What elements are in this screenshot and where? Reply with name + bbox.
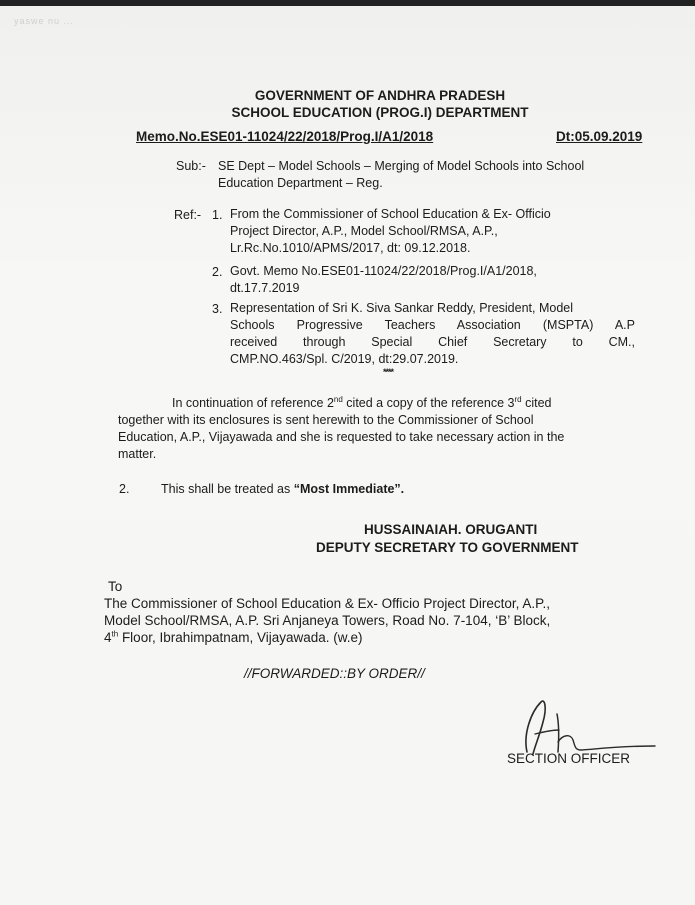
superscript: rd xyxy=(514,394,522,404)
address-text: Floor, Ibrahimpatnam, Vijayawada. (w.e) xyxy=(118,630,363,645)
reference-3 xyxy=(230,300,635,368)
memo-number: Memo.No.ESE01-11024/22/2018/Prog.I/A1/2018 xyxy=(136,129,434,144)
subject-label: Sub:- xyxy=(176,159,206,173)
to-label: To xyxy=(108,579,123,594)
department-heading: SCHOOL EDUCATION (PROG.I) DEPARTMENT xyxy=(231,105,529,120)
reference-1 xyxy=(230,206,551,257)
signatory-title: DEPUTY SECRETARY TO GOVERNMENT xyxy=(316,540,579,555)
subject-line-2: Education Department – Reg. xyxy=(218,176,383,190)
paragraph-1-text: cited a copy of the reference 3 xyxy=(342,396,515,410)
paragraph-1-line-4: matter. xyxy=(118,447,157,461)
reference-1-line: From the Commissioner of School Education & Ex- Officio xyxy=(230,207,551,221)
reference-3-line: Schools Progressive Teachers Association (MSPTA) A.P xyxy=(230,318,635,332)
document-page xyxy=(0,6,695,905)
reference-2 xyxy=(230,263,537,297)
reference-3-line: CMP.NO.463/Spl. C/2019, dt:29.07.2019. xyxy=(230,352,459,366)
superscript: th xyxy=(111,629,119,639)
paragraph-1-line-2: together with its enclosures is sent herewith to the Commissioner of School xyxy=(118,413,534,427)
paragraph-2 xyxy=(161,482,404,496)
separator-stars: **** xyxy=(383,367,394,377)
reference-label: Ref:- xyxy=(174,208,202,222)
government-heading: GOVERNMENT OF ANDHRA PRADESH xyxy=(254,88,506,103)
reference-2-number: 2. xyxy=(212,265,223,279)
reference-3-line: received through Special Chief Secretary to CM., xyxy=(230,335,635,349)
reference-1-number: 1. xyxy=(212,208,223,222)
paragraph-1-line-3: Education, A.P., Vijayawada and she is requested to take necessary action in the xyxy=(118,430,565,444)
paragraph-1-text: In continuation of reference 2 xyxy=(172,396,334,410)
reference-3-number: 3. xyxy=(212,302,223,316)
paragraph-2-text: This shall be treated as xyxy=(161,482,294,496)
most-immediate-text: “Most Immediate”. xyxy=(293,482,405,496)
address-line-1: The Commissioner of School Education & Ex- Officio Project Director, A.P., xyxy=(104,596,550,611)
section-officer: SECTION OFFICER xyxy=(507,751,631,766)
reference-2-line: Govt. Memo No.ESE01-11024/22/2018/Prog.I/A1/2018, xyxy=(230,264,537,278)
faint-header-text: yaswe nu ... xyxy=(14,16,75,26)
reference-1-line: Project Director, A.P., Model School/RMSA, A.P., xyxy=(230,224,498,238)
subject-line-1: SE Dept – Model Schools – Merging of Model Schools into School xyxy=(218,159,585,173)
signatory-name: HUSSAINAIAH. ORUGANTI xyxy=(364,522,538,537)
address-line-2: Model School/RMSA, A.P. Sri Anjaneya Towers, Road No. 7-104, ‘B’ Block, xyxy=(104,613,551,628)
superscript: nd xyxy=(333,394,343,404)
paragraph-1-line-1 xyxy=(172,396,551,410)
memo-date: Dt:05.09.2019 xyxy=(556,129,643,144)
forwarded-by-order: //FORWARDED::BY ORDER// xyxy=(244,666,425,681)
reference-3-line: Representation of Sri K. Siva Sankar Reddy, President, Model xyxy=(230,301,573,315)
reference-1-line: Lr.Rc.No.1010/APMS/2017, dt: 09.12.2018. xyxy=(230,241,471,255)
floor-number: 4 xyxy=(104,630,112,645)
paragraph-2-number: 2. xyxy=(119,482,130,496)
paragraph-1-text: cited xyxy=(521,396,552,410)
reference-2-line: dt.17.7.2019 xyxy=(230,281,300,295)
address-line-3 xyxy=(104,630,363,645)
